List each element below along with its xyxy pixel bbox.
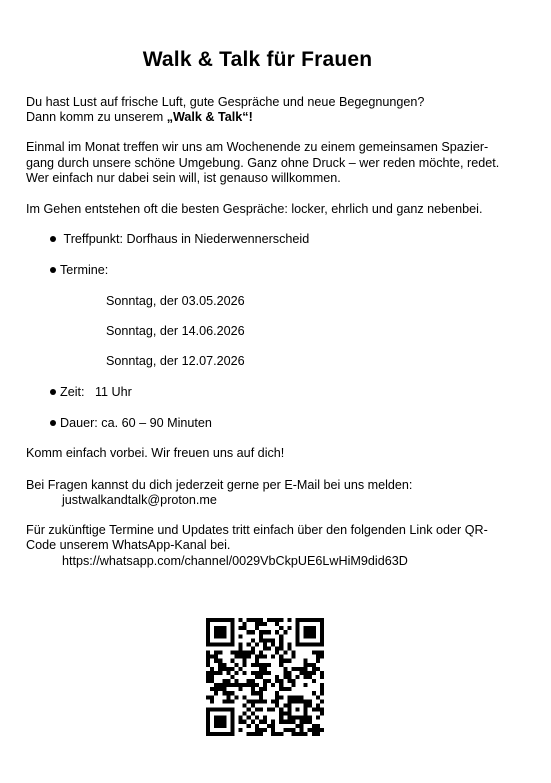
- event-name: „Walk & Talk“!: [166, 110, 253, 124]
- description-line-3: Wer einfach nur dabei sein will, ist genauso willkommen.: [26, 171, 341, 185]
- duration-text: Dauer: ca. 60 – 90 Minuten: [60, 416, 212, 430]
- bullet-icon: [50, 420, 56, 426]
- dates-label: Termine:: [60, 263, 109, 277]
- qr-code-graphic: [206, 618, 324, 736]
- whatsapp-line-1: Für zukünftige Termine und Updates tritt einfach über den folgenden Link oder QR-: [26, 523, 488, 537]
- time-text: Zeit: 11 Uhr: [60, 385, 132, 399]
- time-item: [50, 384, 132, 400]
- dates-item: [50, 262, 108, 278]
- page-title: Walk & Talk für Frauen: [142, 48, 373, 71]
- meeting-point-item: [50, 231, 309, 247]
- welcome-text: Komm einfach vorbei. Wir freuen uns auf dich!: [26, 446, 285, 460]
- walking-text: Im Gehen entstehen oft die besten Gespräche: locker, ehrlich und ganz nebenbei.: [26, 202, 483, 216]
- intro-line-2: [26, 109, 253, 125]
- intro-line-1: Du hast Lust auf frische Luft, gute Gespräche und neue Begegnungen?: [26, 95, 425, 109]
- contact-email[interactable]: justwalkandtalk@proton.me: [62, 493, 217, 507]
- whatsapp-line-2: Code unserem WhatsApp-Kanal bei.: [26, 538, 231, 552]
- bullet-icon: [50, 267, 56, 273]
- meeting-point-text: Treffpunkt: Dorfhaus in Niederwennerscheid: [63, 232, 310, 246]
- whatsapp-link[interactable]: https://whatsapp.com/channel/0029VbCkpUE6LwHiM9did63D: [62, 554, 408, 568]
- bullet-icon: [50, 389, 56, 395]
- date-2: Sonntag, der 14.06.2026: [106, 324, 245, 338]
- bullet-icon: [50, 236, 56, 242]
- intro-line-2-text: Dann komm zu unserem: [26, 110, 167, 124]
- duration-item: [50, 415, 212, 431]
- date-1: Sonntag, der 03.05.2026: [106, 294, 245, 308]
- description-line-2: gang durch unsere schöne Umgebung. Ganz ohne Druck – wer reden möchte, redet.: [26, 156, 500, 170]
- date-3: Sonntag, der 12.07.2026: [106, 354, 245, 368]
- qr-code-icon[interactable]: [206, 618, 324, 736]
- description-line-1: Einmal im Monat treffen wir uns am Wochenende zu einem gemeinsamen Spazier-: [26, 140, 489, 154]
- contact-text: Bei Fragen kannst du dich jederzeit gerne per E-Mail bei uns melden:: [26, 478, 413, 492]
